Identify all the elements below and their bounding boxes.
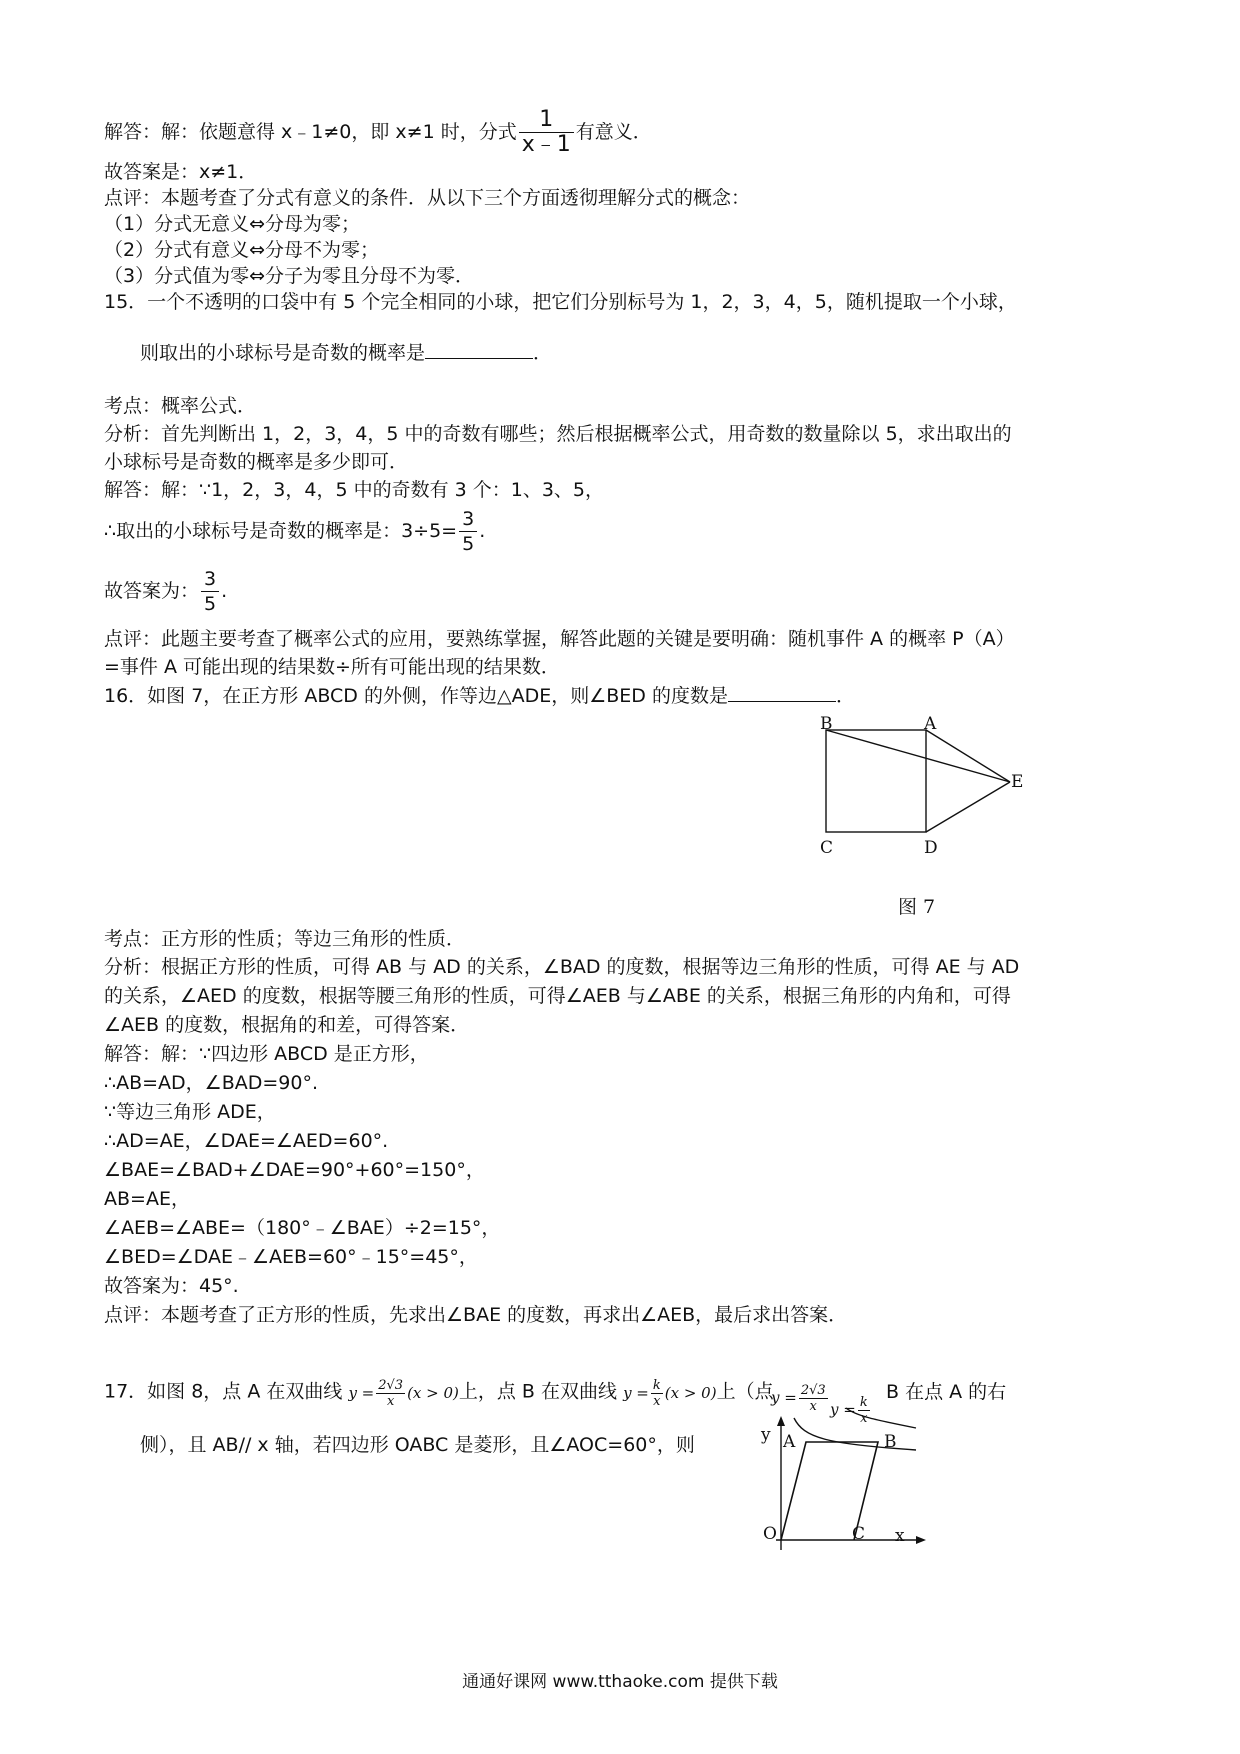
p14-fraction [519, 108, 574, 157]
label-c: C [820, 838, 834, 858]
p16-step-6: AB=AE， [104, 1188, 190, 1210]
p16-step-9: 故答案为：45°. [104, 1275, 239, 1297]
p15-jieda-1: 解答：解：∵1，2，3，4，5 中的奇数有 3 个：1、3、5， [104, 479, 605, 501]
p15-final-fraction-numerator: 3 [201, 567, 219, 592]
p16-step-2: ∴AB=AD，∠BAD=90°. [104, 1072, 319, 1094]
p17-question-line-2: 侧），且 AB// x 轴，若四边形 OABC 是菱形，且∠AOC=60°，则 [140, 1434, 695, 1456]
graph-label-f2-den: x [860, 1411, 868, 1426]
graph-label-b: B [884, 1432, 897, 1452]
figure-7-caption: 图 7 [898, 896, 936, 918]
p15-jieda-2-end: . [479, 520, 486, 542]
p15-question-text: 则取出的小球标号是奇数的概率是 [140, 342, 426, 364]
segment-ae [926, 730, 1010, 782]
p17-formula-2-lhs: y = [623, 1383, 649, 1402]
p16-step-1: 解答：解：∵四边形 ABCD 是正方形， [104, 1043, 429, 1065]
p15-question-line-2 [140, 340, 552, 365]
p16-fenxi-1: 分析：根据正方形的性质，可得 AB 与 AD 的关系，∠BAD 的度数，根据等边三角形的性质，可得 AE 与 AD [104, 956, 1020, 978]
p14-fraction-numerator: 1 [519, 108, 574, 133]
p14-answer-suffix: 有意义． [575, 121, 652, 143]
p16-question [104, 683, 855, 708]
p17-formula-2-den: x [653, 1394, 661, 1409]
p16-fenxi-2: 的关系，∠AED 的度数，根据等腰三角形的性质，可得∠AEB 与∠ABE 的关系，根据三角形的内角和，可得 [104, 985, 1011, 1007]
p14-item-3: （3）分式值为零⇔分子为零且分母不为零． [104, 265, 475, 287]
p16-step-8: ∠BED=∠DAE﹣∠AEB=60°﹣15°=45°， [104, 1246, 478, 1268]
graph-label-f1-den: x [809, 1399, 817, 1414]
p16-dianping: 点评：本题考查了正方形的性质，先求出∠BAE 的度数，再求出∠AEB，最后求出答案． [104, 1304, 848, 1326]
p14-item-1: （1）分式无意义⇔分母为零； [104, 213, 361, 235]
p16-step-7: ∠AEB=∠ABE=（180°﹣∠BAE）÷2=15°， [104, 1217, 501, 1239]
graph-label-f2 [830, 1395, 872, 1426]
p16-question-text: 16．如图 7，在正方形 ABCD 的外侧，作等边△ADE，则∠BED 的度数是 [104, 685, 728, 707]
graph-label-f1 [771, 1383, 830, 1414]
p17-formula-1-frac [376, 1378, 405, 1409]
p17-formula-1-cond: (x > 0) [407, 1383, 459, 1402]
p15-fenxi-2: 小球标号是奇数的概率是多少即可． [104, 451, 409, 473]
p16-question-end: ． [835, 685, 855, 707]
p15-final-prefix: 故答案为： [104, 580, 200, 602]
p15-answer-blank[interactable] [425, 340, 533, 359]
graph-label-o: O [763, 1524, 777, 1544]
label-a: A [924, 714, 937, 734]
p15-fraction-denominator: 5 [462, 533, 475, 555]
graph-label-c: C [852, 1524, 866, 1544]
label-b: B [820, 714, 833, 734]
p17-q-part-a: 17．如图 8，点 A 在双曲线 [104, 1380, 343, 1403]
p17-q-part-b: 上，点 B 在双曲线 [458, 1380, 618, 1403]
p15-kaodian: 考点：概率公式． [104, 395, 257, 417]
p15-fraction [459, 507, 477, 556]
page-footer: 通通好课网 www.tthaoke.com 提供下载 [462, 1672, 778, 1692]
y-axis-arrow [777, 1416, 785, 1426]
label-e: E [1011, 772, 1024, 792]
p14-comment: 点评：本题考查了分式有意义的条件．从以下三个方面透彻理解分式的概念： [104, 187, 751, 209]
p15-jieda-2-prefix: ∴取出的小球标号是奇数的概率是：3÷5= [104, 520, 458, 542]
p14-item-2: （2）分式有意义⇔分母不为零； [104, 239, 380, 261]
graph-label-f1-frac [799, 1383, 828, 1414]
p17-formula-2-num: k [652, 1378, 661, 1393]
p16-fenxi-3: ∠AEB 的度数，根据角的和差，可得答案． [104, 1014, 470, 1036]
p15-final-end: . [221, 580, 228, 602]
p17-formula-2 [623, 1378, 717, 1409]
p16-step-3: ∵等边三角形 ADE， [104, 1101, 276, 1123]
p14-final: 故答案是：x≠1． [104, 161, 258, 183]
p15-question-line-1: 15．一个不透明的口袋中有 5 个完全相同的小球，把它们分别标号为 1，2，3，4，5，随机提取一个小球， [104, 291, 1017, 313]
p17-q-part-d: B 在点 A 的右 [886, 1381, 1007, 1403]
p15-jieda-2 [104, 507, 485, 556]
p15-dianping-2: =事件 A 可能出现的结果数÷所有可能出现的结果数． [104, 656, 560, 678]
p14-fraction-denominator: x﹣1 [521, 132, 571, 157]
graph-label-f2-lhs: y = [830, 1400, 856, 1419]
graph-label-f2-frac [858, 1395, 870, 1426]
p17-formula-1 [348, 1378, 459, 1409]
p15-fraction-numerator: 3 [459, 507, 477, 532]
p15-final-fraction-denominator: 5 [204, 593, 217, 615]
p15-fenxi-1: 分析：首先判断出 1，2，3，4，5 中的奇数有哪些；然后根据概率公式，用奇数的数量除以 5，求出取出的 [104, 423, 1012, 445]
p15-question-end: ． [533, 342, 553, 364]
graph-label-f1-num: 2√3 [800, 1383, 826, 1398]
p14-answer-prefix: 解答：解：依题意得 x﹣1≠0，即 x≠1 时，分式 [104, 121, 517, 143]
graph-label-a: A [783, 1432, 796, 1452]
p17-formula-2-frac [651, 1378, 663, 1409]
p17-question-line-1 [104, 1378, 774, 1409]
p16-step-4: ∴AD=AE，∠DAE=∠AED=60°. [104, 1130, 389, 1152]
p15-final-fraction [201, 567, 219, 616]
graph-label-y: y [761, 1425, 771, 1445]
p15-dianping-1: 点评：此题主要考查了概率公式的应用，要熟练掌握，解答此题的关键是要明确：随机事件 A 的概率 P（A） [104, 628, 1015, 650]
x-axis-arrow [916, 1536, 926, 1544]
p17-formula-1-num: 2√3 [378, 1378, 404, 1393]
p16-kaodian: 考点：正方形的性质；等边三角形的性质． [104, 928, 466, 950]
p15-final [104, 567, 227, 616]
p16-step-5: ∠BAE=∠BAD+∠DAE=90°+60°=150°， [104, 1159, 485, 1181]
segment-be [826, 730, 1010, 782]
figure-7-diagram [800, 700, 1040, 870]
p17-formula-2-cond: (x > 0) [664, 1383, 717, 1402]
label-d: D [924, 838, 938, 858]
graph-label-x: x [895, 1526, 905, 1546]
segment-de [926, 782, 1010, 832]
square-abcd [826, 730, 926, 832]
p17-q-part-c: 上（点 [716, 1380, 774, 1403]
graph-label-f2-num: k [859, 1395, 868, 1410]
graph-label-f1-lhs: y = [771, 1388, 797, 1407]
p17-formula-1-den: x [386, 1394, 395, 1409]
p17-formula-1-lhs: y = [348, 1383, 375, 1402]
p14-answer-line [104, 108, 652, 157]
